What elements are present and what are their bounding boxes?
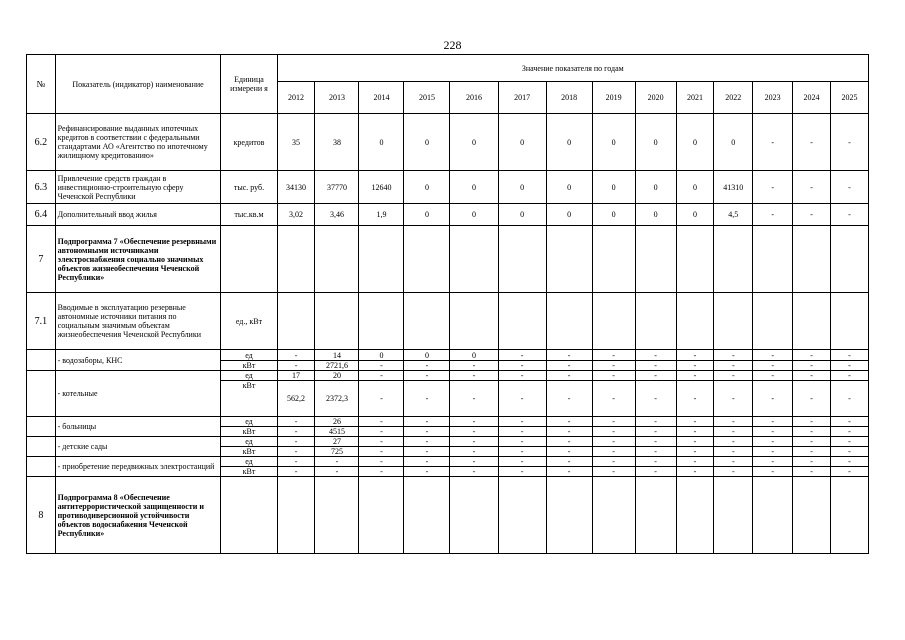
value-cell: - [793, 381, 831, 417]
value-cell: - [359, 427, 404, 437]
value-cell: - [830, 350, 868, 361]
header-year: 2016 [450, 82, 498, 114]
value-cell: - [450, 381, 498, 417]
value-cell [277, 477, 315, 554]
value-cell: - [793, 437, 831, 447]
header-year: 2025 [830, 82, 868, 114]
value-cell: 38 [315, 114, 359, 171]
value-cell: 26 [315, 417, 359, 427]
value-cell: - [450, 427, 498, 437]
value-cell: - [635, 427, 676, 437]
value-cell: - [676, 427, 714, 437]
value-cell: 725 [315, 447, 359, 457]
value-cell: - [753, 381, 793, 417]
value-cell: - [592, 350, 635, 361]
value-cell: - [277, 447, 315, 457]
value-cell: 0 [676, 171, 714, 204]
value-cell [404, 226, 450, 293]
value-cell: - [592, 361, 635, 371]
value-cell: - [830, 437, 868, 447]
value-cell: - [830, 361, 868, 371]
value-cell: - [753, 457, 793, 467]
value-cell: - [830, 457, 868, 467]
value-cell: - [714, 371, 753, 381]
unit-cell: тыс. руб. [221, 171, 277, 204]
value-cell [450, 293, 498, 350]
row-number: 6.2 [27, 114, 56, 171]
value-cell: 14 [315, 350, 359, 361]
value-cell: - [592, 381, 635, 417]
value-cell: - [277, 417, 315, 427]
value-cell: - [753, 467, 793, 477]
unit-cell: кВт [221, 361, 277, 371]
value-cell: - [753, 114, 793, 171]
value-cell: 0 [498, 204, 546, 226]
value-cell [359, 226, 404, 293]
value-cell: - [830, 381, 868, 417]
value-cell: - [830, 114, 868, 171]
value-cell: - [592, 447, 635, 457]
value-cell: 2721,6 [315, 361, 359, 371]
value-cell [359, 477, 404, 554]
value-cell [635, 293, 676, 350]
header-year: 2019 [592, 82, 635, 114]
header-year: 2023 [753, 82, 793, 114]
value-cell: 0 [450, 350, 498, 361]
value-cell: - [546, 427, 592, 437]
value-cell: - [359, 417, 404, 427]
value-cell: - [635, 467, 676, 477]
value-cell [315, 477, 359, 554]
value-cell [830, 293, 868, 350]
value-cell: - [714, 381, 753, 417]
value-cell [793, 293, 831, 350]
header-values-group: Значение показателя по годам [277, 55, 868, 82]
value-cell [450, 477, 498, 554]
unit-cell: ед [221, 457, 277, 467]
table-row [27, 171, 869, 204]
value-cell: - [315, 457, 359, 467]
value-cell: - [546, 467, 592, 477]
value-cell: - [498, 437, 546, 447]
row-number: 7 [27, 226, 56, 293]
unit-cell: кВт [221, 427, 277, 437]
value-cell: - [450, 361, 498, 371]
value-cell [315, 226, 359, 293]
unit-cell: тыс.кв.м [221, 204, 277, 226]
value-cell: - [714, 457, 753, 467]
value-cell: - [546, 381, 592, 417]
table-row [27, 457, 869, 467]
value-cell: 0 [635, 171, 676, 204]
value-cell: - [359, 381, 404, 417]
value-cell: - [450, 467, 498, 477]
value-cell: - [404, 427, 450, 437]
value-cell: - [635, 437, 676, 447]
value-cell: 0 [359, 114, 404, 171]
value-cell: - [753, 417, 793, 427]
value-cell: - [498, 361, 546, 371]
value-cell: 4515 [315, 427, 359, 437]
value-cell [592, 477, 635, 554]
value-cell: 0 [404, 114, 450, 171]
table-row [27, 477, 869, 554]
indicator-name: Привлечение средств граждан в инвестиционно-строительную сферу Чеченской Республики [55, 171, 221, 204]
unit-cell: кВт [221, 447, 277, 457]
value-cell: 41310 [714, 171, 753, 204]
header-indicator: Показатель (индикатор) наименование [55, 55, 221, 114]
value-cell: 12640 [359, 171, 404, 204]
value-cell: - [830, 467, 868, 477]
value-cell [498, 293, 546, 350]
row-number [27, 457, 56, 477]
value-cell: - [546, 457, 592, 467]
value-cell: - [793, 350, 831, 361]
header-no: № [27, 55, 56, 114]
value-cell: - [277, 427, 315, 437]
value-cell: - [450, 457, 498, 467]
value-cell: 0 [635, 114, 676, 171]
value-cell: - [546, 361, 592, 371]
value-cell [714, 477, 753, 554]
value-cell: 0 [592, 204, 635, 226]
value-cell: 0 [498, 114, 546, 171]
subprogram-name: Подпрограмма 8 «Обеспечение антитеррористической защищенности и противодиверсионной устойчивости объектов водоснабжения Чеченской Республики» [55, 477, 221, 554]
value-cell [635, 226, 676, 293]
indicator-name: Дополнительный ввод жилья [55, 204, 221, 226]
row-number: 6.3 [27, 171, 56, 204]
value-cell: - [635, 417, 676, 427]
value-cell: - [753, 371, 793, 381]
value-cell: 0 [546, 171, 592, 204]
table-row [27, 371, 869, 381]
value-cell: - [714, 447, 753, 457]
value-cell: - [359, 361, 404, 371]
value-cell: - [753, 350, 793, 361]
unit-cell: кВт [221, 467, 277, 477]
value-cell: 35 [277, 114, 315, 171]
row-number [27, 350, 56, 371]
value-cell: - [793, 361, 831, 371]
value-cell: - [676, 417, 714, 427]
indicator-name: - водозаборы, КНС [55, 350, 221, 371]
value-cell: - [793, 371, 831, 381]
value-cell [277, 293, 315, 350]
value-cell: 0 [635, 204, 676, 226]
value-cell: - [546, 437, 592, 447]
value-cell: - [635, 447, 676, 457]
value-cell: - [404, 447, 450, 457]
header-year: 2021 [676, 82, 714, 114]
value-cell: - [753, 204, 793, 226]
value-cell: - [714, 361, 753, 371]
value-cell: - [277, 361, 315, 371]
row-number: 8 [27, 477, 56, 554]
value-cell: - [546, 350, 592, 361]
value-cell [676, 293, 714, 350]
value-cell: 0 [450, 171, 498, 204]
page-number: 228 [443, 38, 462, 52]
value-cell: - [635, 381, 676, 417]
value-cell: 0 [546, 204, 592, 226]
value-cell [498, 477, 546, 554]
unit-cell: ед [221, 350, 277, 361]
value-cell [315, 293, 359, 350]
value-cell: - [277, 350, 315, 361]
unit-cell: ед [221, 371, 277, 381]
row-number [27, 371, 56, 417]
header-year: 2024 [793, 82, 831, 114]
value-cell: - [359, 447, 404, 457]
value-cell [714, 293, 753, 350]
value-cell: - [498, 467, 546, 477]
value-cell: - [546, 447, 592, 457]
value-cell: - [753, 361, 793, 371]
value-cell: - [404, 437, 450, 447]
value-cell: - [498, 371, 546, 381]
table-row [27, 350, 869, 361]
value-cell: - [404, 371, 450, 381]
value-cell: - [676, 437, 714, 447]
value-cell [546, 477, 592, 554]
unit-cell: ед., кВт [221, 293, 277, 350]
value-cell: - [592, 437, 635, 447]
table-row [27, 226, 869, 293]
value-cell [793, 226, 831, 293]
value-cell: - [753, 171, 793, 204]
indicator-name: - детские сады [55, 437, 221, 457]
value-cell: - [404, 457, 450, 467]
value-cell [592, 226, 635, 293]
header-year: 2017 [498, 82, 546, 114]
value-cell: 27 [315, 437, 359, 447]
value-cell: - [714, 467, 753, 477]
value-cell: - [404, 361, 450, 371]
value-cell: 20 [315, 371, 359, 381]
value-cell: 17 [277, 371, 315, 381]
table-row [27, 437, 869, 447]
value-cell: - [592, 371, 635, 381]
unit-cell: ед [221, 417, 277, 427]
value-cell [830, 226, 868, 293]
unit-cell: кредитов [221, 114, 277, 171]
value-cell: 0 [592, 114, 635, 171]
value-cell: 0 [546, 114, 592, 171]
value-cell: - [714, 437, 753, 447]
value-cell [714, 226, 753, 293]
value-cell: - [676, 467, 714, 477]
value-cell [753, 226, 793, 293]
header-year: 2015 [404, 82, 450, 114]
value-cell [404, 293, 450, 350]
value-cell [450, 226, 498, 293]
value-cell: - [830, 427, 868, 437]
value-cell: 0 [676, 204, 714, 226]
indicator-name: - котельные [55, 371, 221, 417]
value-cell: - [359, 371, 404, 381]
header-year: 2013 [315, 82, 359, 114]
value-cell [277, 226, 315, 293]
value-cell: - [498, 350, 546, 361]
header-year: 2020 [635, 82, 676, 114]
value-cell [676, 477, 714, 554]
value-cell: - [714, 350, 753, 361]
value-cell: - [635, 350, 676, 361]
value-cell: - [450, 437, 498, 447]
value-cell [635, 477, 676, 554]
value-cell: - [830, 417, 868, 427]
row-number: 6.4 [27, 204, 56, 226]
value-cell: - [498, 447, 546, 457]
header-row-1 [27, 55, 869, 82]
row-number [27, 437, 56, 457]
value-cell: - [592, 427, 635, 437]
header-year: 2014 [359, 82, 404, 114]
value-cell: - [277, 437, 315, 447]
value-cell: - [793, 114, 831, 171]
value-cell: - [546, 371, 592, 381]
value-cell: - [714, 417, 753, 427]
table-row [27, 204, 869, 226]
value-cell: - [404, 417, 450, 427]
value-cell: 0 [359, 350, 404, 361]
value-cell: - [315, 467, 359, 477]
value-cell: - [277, 467, 315, 477]
value-cell [830, 477, 868, 554]
value-cell: - [635, 361, 676, 371]
table-row [27, 293, 869, 350]
value-cell: - [793, 204, 831, 226]
value-cell: - [359, 437, 404, 447]
unit-cell [221, 226, 277, 293]
value-cell: - [359, 457, 404, 467]
value-cell: - [830, 204, 868, 226]
value-cell: - [450, 371, 498, 381]
value-cell: - [635, 371, 676, 381]
value-cell: - [793, 467, 831, 477]
value-cell: - [359, 467, 404, 477]
value-cell: - [676, 350, 714, 361]
value-cell: - [450, 417, 498, 427]
value-cell: - [592, 417, 635, 427]
value-cell: 37770 [315, 171, 359, 204]
indicator-name: - приобретение передвижных электростанций [55, 457, 221, 477]
value-cell: - [592, 467, 635, 477]
value-cell: - [793, 171, 831, 204]
value-cell: - [676, 381, 714, 417]
value-cell: - [793, 457, 831, 467]
row-number [27, 417, 56, 437]
value-cell: - [830, 171, 868, 204]
unit-cell: кВт [221, 381, 277, 417]
value-cell: - [498, 417, 546, 427]
value-cell: - [753, 447, 793, 457]
header-unit: Единица измерени я [221, 55, 277, 114]
value-cell: 3,02 [277, 204, 315, 226]
value-cell: 2372,3 [315, 381, 359, 417]
table-row [27, 417, 869, 427]
value-cell: 4,5 [714, 204, 753, 226]
value-cell: 0 [498, 171, 546, 204]
value-cell: - [753, 427, 793, 437]
value-cell: - [793, 417, 831, 427]
value-cell: 562,2 [277, 381, 315, 417]
header-year: 2012 [277, 82, 315, 114]
value-cell [676, 226, 714, 293]
unit-cell [221, 477, 277, 554]
value-cell: 0 [450, 204, 498, 226]
indicator-name: Рефинансирование выданных ипотечных кредитов в соответствии с федеральными стандартами АО «Агентство по ипотечному жилищному кредитованию» [55, 114, 221, 171]
value-cell: 0 [404, 204, 450, 226]
value-cell [359, 293, 404, 350]
value-cell [753, 293, 793, 350]
value-cell: 0 [404, 171, 450, 204]
value-cell: - [676, 371, 714, 381]
value-cell: - [404, 381, 450, 417]
value-cell: - [404, 467, 450, 477]
value-cell [546, 293, 592, 350]
value-cell: 0 [592, 171, 635, 204]
value-cell: - [635, 457, 676, 467]
value-cell: 34130 [277, 171, 315, 204]
value-cell [592, 293, 635, 350]
value-cell: 0 [676, 114, 714, 171]
value-cell: - [676, 457, 714, 467]
table-row [27, 114, 869, 171]
unit-cell: ед [221, 437, 277, 447]
value-cell: - [714, 427, 753, 437]
value-cell [498, 226, 546, 293]
subprogram-name: Подпрограмма 7 «Обеспечение резервными автономными источниками электроснабжения социально значимых объектов жизнеобеспечения Чеченской Республики» [55, 226, 221, 293]
value-cell: 1,9 [359, 204, 404, 226]
value-cell: - [676, 447, 714, 457]
value-cell [793, 477, 831, 554]
value-cell: - [830, 447, 868, 457]
value-cell [404, 477, 450, 554]
value-cell: - [277, 457, 315, 467]
indicator-name: Вводимые в эксплуатацию резервные автономные источники питания по социальным значимым объектам жизнеобеспечения Чеченской Республики [55, 293, 221, 350]
value-cell: - [498, 427, 546, 437]
value-cell: - [753, 437, 793, 447]
indicators-table [26, 54, 869, 554]
value-cell: - [793, 427, 831, 437]
value-cell: - [498, 457, 546, 467]
value-cell: - [498, 381, 546, 417]
value-cell: 3,46 [315, 204, 359, 226]
value-cell [546, 226, 592, 293]
value-cell [753, 477, 793, 554]
header-year: 2022 [714, 82, 753, 114]
value-cell: - [546, 417, 592, 427]
value-cell: - [592, 457, 635, 467]
header-year: 2018 [546, 82, 592, 114]
row-number: 7.1 [27, 293, 56, 350]
value-cell: - [676, 361, 714, 371]
value-cell: 0 [404, 350, 450, 361]
indicator-name: - больницы [55, 417, 221, 437]
value-cell: 0 [714, 114, 753, 171]
value-cell: - [793, 447, 831, 457]
value-cell: 0 [450, 114, 498, 171]
value-cell: - [450, 447, 498, 457]
value-cell: - [830, 371, 868, 381]
